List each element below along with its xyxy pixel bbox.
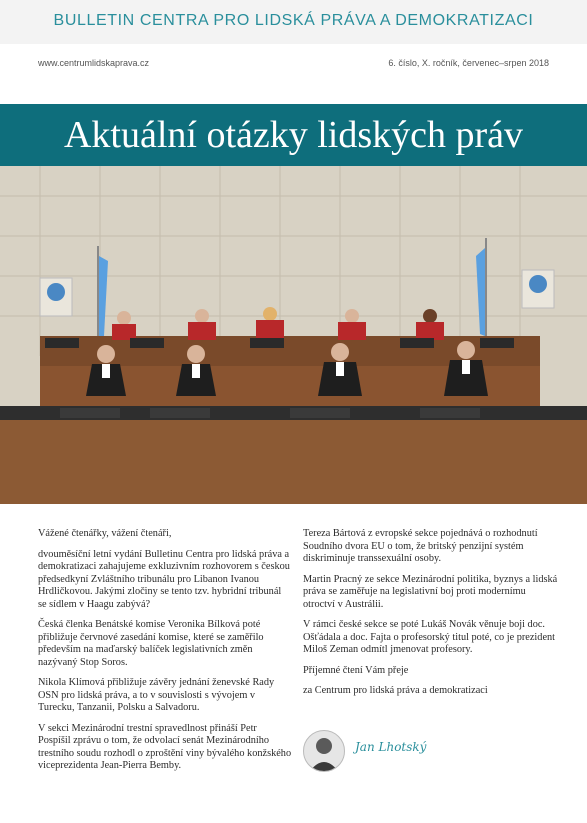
un-emblem-right bbox=[522, 270, 554, 308]
paragraph: Česká členka Benátské komise Veronika Bílková poté přibližuje červnové zasedání komise, které se zaměřilo především na maďarský balíček legislativních změn nazývaný Stop Soros. bbox=[38, 619, 264, 668]
editorial-left-column bbox=[38, 528, 292, 781]
closing-organization: za Centrum pro lidská práva a demokratizaci bbox=[303, 685, 488, 696]
paragraph: Martin Pracný ze sekce Mezinárodní politika, byznys a lidská práva se zaměřuje na legislativní boj proti modernímu otroctví v Austrálii. bbox=[303, 573, 558, 610]
author-signature: Jan Lhotský bbox=[355, 740, 427, 754]
issue-info: 6. číslo, X. ročník, červenec–srpen 2018 bbox=[388, 58, 549, 68]
bulletin-title: BULLETIN CENTRA PRO LIDSKÁ PRÁVA A DEMOKRATIZACI bbox=[53, 12, 534, 29]
cover-photo bbox=[0, 166, 587, 504]
paragraph: dvouměsíční letní vydání Bulletinu Centra pro lidská práva a demokratizaci zahajujeme exkluzivním rozhovorem s českou předsedkyní Zvláštního tribunálu pro Libanon Ivanou Hrdličkovou. Jakými zločiny se tento tzv. hybridní tribunál se sídlem v Haagu zabývá? bbox=[38, 548, 290, 610]
signature-block bbox=[303, 730, 558, 774]
greeting: Vážené čtenářky, vážení čtenáři, bbox=[38, 528, 172, 539]
paragraph: Nikola Klímová přibližuje závěry jednání ženevské Rady OSN pro lidská práva, a to v souvislosti s vývojem v Turecku, Tanzanii, Polsku a Salvadoru. bbox=[38, 677, 275, 713]
paragraph: V sekci Mezinárodní trestní spravedlnost přináší Petr Pospíšil zprávu o tom, že odvolací senát Mezinárodního trestního soudu rozhodl o zproštění viny bývalého konžského viceprezidenta Jean-Pierra Bemby. bbox=[38, 722, 292, 771]
paragraph: V rámci české sekce se poté Lukáš Novák věnuje boji doc. Ošťádala a doc. Fajta o profesorský titul poté, co je prezident Miloš Zeman odmítl jmenovat profesory. bbox=[303, 619, 556, 655]
closing-line: Příjemné čtení Vám přeje bbox=[303, 664, 409, 676]
paragraph: Tereza Bártová z evropské sekce pojednává o rozhodnutí Soudního dvora EU o tom, že britský penzijní systém diskriminuje transsexuální osoby. bbox=[303, 528, 538, 564]
page-headline: Aktuální otázky lidských práv bbox=[63, 114, 524, 156]
editorial-right-column bbox=[303, 528, 558, 706]
headline-band bbox=[0, 104, 587, 166]
un-emblem-left bbox=[40, 278, 72, 316]
courtroom-illustration bbox=[0, 166, 587, 504]
author-avatar bbox=[303, 730, 345, 772]
masthead bbox=[0, 0, 587, 44]
website-url[interactable]: www.centrumlidskaprava.cz bbox=[38, 58, 150, 68]
